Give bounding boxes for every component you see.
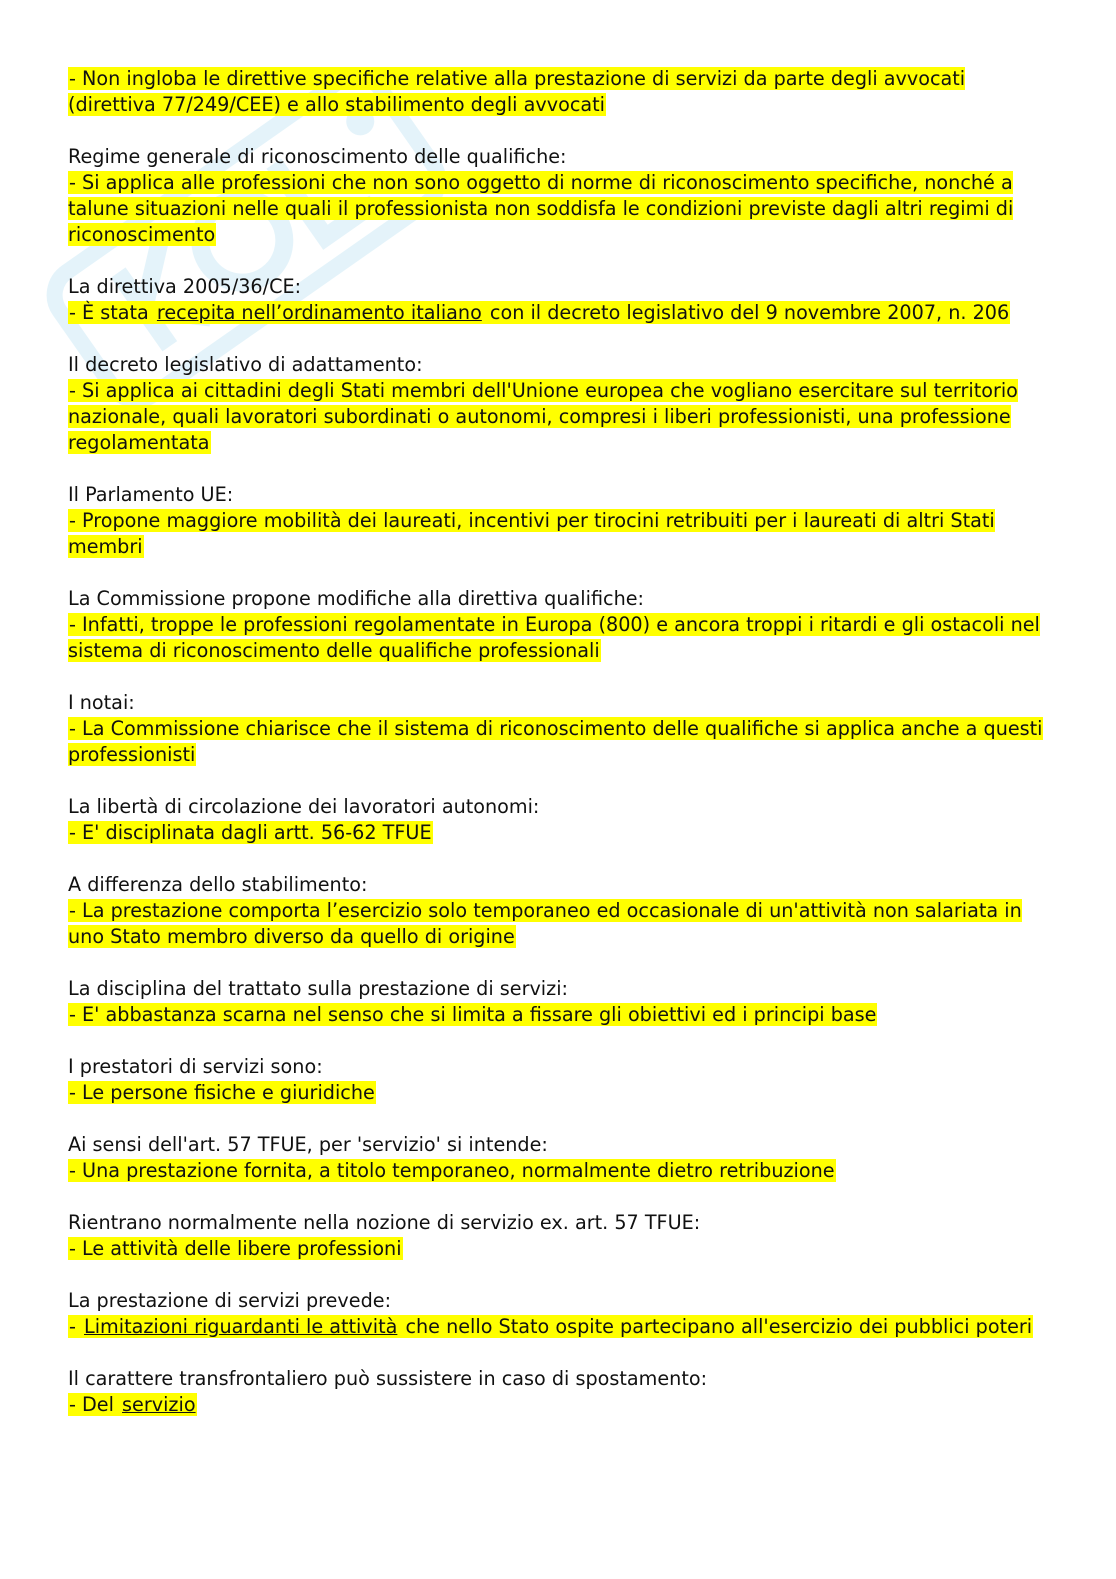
qa-block — [68, 274, 1058, 326]
qa-block — [68, 976, 1058, 1028]
question-text: Il carattere transfrontaliero può sussistere in caso di spostamento: — [68, 1367, 708, 1390]
highlighted-text: - Propone maggiore mobilità dei laureati, incentivi per tirocini retribuiti per i laureati di altri Stati membri — [68, 509, 995, 558]
question-text: La libertà di circolazione dei lavoratori autonomi: — [68, 795, 540, 818]
highlighted-text: - Le attività delle libere professioni — [69, 1237, 402, 1260]
question-text: La prestazione di servizi prevede: — [68, 1289, 392, 1312]
qa-block — [68, 794, 1058, 846]
highlighted-text: - Del — [69, 1393, 121, 1416]
answer-text — [68, 378, 1058, 456]
highlighted-text: - — [69, 1315, 83, 1338]
highlighted-text: - Non ingloba le direttive specifiche relative alla prestazione di servizi da parte degli avvocati (direttiva 77/249/CEE) e allo stabilimento degli avvocati — [68, 67, 966, 116]
question-text: I notai: — [68, 691, 135, 714]
answer-text — [68, 1158, 1058, 1184]
highlighted-text: - Le persone fisiche e giuridiche — [69, 1081, 375, 1104]
question-text: Ai sensi dell'art. 57 TFUE, per 'servizio' si intende: — [68, 1133, 548, 1156]
answer-text — [68, 1314, 1058, 1340]
answer-text — [68, 898, 1058, 950]
underlined-highlight: servizio — [122, 1393, 196, 1416]
qa-block — [68, 144, 1058, 248]
qa-block — [68, 1054, 1058, 1106]
answer-text — [68, 170, 1058, 248]
qa-block — [68, 1288, 1058, 1340]
highlighted-text: - E' disciplinata dagli artt. 56-62 TFUE — [69, 821, 432, 844]
question-text: La Commissione propone modifiche alla direttiva qualifiche: — [68, 587, 645, 610]
highlighted-text: - E' abbastanza scarna nel senso che si limita a fissare gli obiettivi ed i principi base — [69, 1003, 877, 1026]
question-text: La direttiva 2005/36/CE: — [68, 275, 302, 298]
question-text: Regime generale di riconoscimento delle qualifiche: — [68, 145, 567, 168]
question-text: I prestatori di servizi sono: — [68, 1055, 323, 1078]
document-body — [68, 66, 1058, 1444]
highlighted-text: - Una prestazione fornita, a titolo temporaneo, normalmente dietro retribuzione — [69, 1159, 835, 1182]
highlighted-text: - La prestazione comporta l’esercizio solo temporaneo ed occasionale di un'attività non salariata in uno Stato membro diverso da quello di origine — [68, 899, 1022, 948]
question-text: A differenza dello stabilimento: — [68, 873, 368, 896]
highlighted-text: - Infatti, troppe le professioni regolamentate in Europa (800) e ancora troppi i ritardi e gli ostacoli nel sistema di riconoscimento delle qualifiche professionali — [68, 613, 1040, 662]
qa-block — [68, 690, 1058, 768]
highlighted-text: - Si applica alle professioni che non sono oggetto di norme di riconoscimento specifiche, nonché a talune situazioni nelle quali il professionista non soddisfa le condizioni previste dagli altri regimi di riconoscimento — [68, 171, 1014, 246]
qa-block — [68, 872, 1058, 950]
answer-text — [68, 1236, 1058, 1262]
answer-text — [68, 1080, 1058, 1106]
answer-text — [68, 820, 1058, 846]
answer-text — [68, 716, 1058, 768]
underlined-highlight: Limitazioni riguardanti le attività — [84, 1315, 398, 1338]
highlighted-text: - Si applica ai cittadini degli Stati membri dell'Unione europea che vogliano esercitare sul territorio nazionale, quali lavoratori subordinati o autonomi, compresi i liberi professionisti, una professione regolamentata — [68, 379, 1018, 454]
underlined-highlight: recepita nell’ordinamento italiano — [156, 301, 482, 324]
qa-block — [68, 1210, 1058, 1262]
qa-block — [68, 66, 1058, 118]
answer-text — [68, 66, 1058, 118]
qa-block — [68, 1366, 1058, 1418]
answer-text — [68, 508, 1058, 560]
qa-block — [68, 586, 1058, 664]
question-text: Il Parlamento UE: — [68, 483, 234, 506]
qa-block — [68, 1132, 1058, 1184]
answer-text — [68, 300, 1058, 326]
answer-text — [68, 1002, 1058, 1028]
answer-text — [68, 612, 1058, 664]
answer-text — [68, 1392, 1058, 1418]
highlighted-text: con il decreto legislativo del 9 novembre 2007, n. 206 — [483, 301, 1010, 324]
question-text: Rientrano normalmente nella nozione di servizio ex. art. 57 TFUE: — [68, 1211, 701, 1234]
question-text: La disciplina del trattato sulla prestazione di servizi: — [68, 977, 569, 1000]
highlighted-text: che nello Stato ospite partecipano all'esercizio dei pubblici poteri — [399, 1315, 1033, 1338]
question-text: Il decreto legislativo di adattamento: — [68, 353, 423, 376]
highlighted-text: - La Commissione chiarisce che il sistema di riconoscimento delle qualifiche si applica anche a questi professionisti — [68, 717, 1043, 766]
qa-block — [68, 352, 1058, 456]
highlighted-text: - È stata — [69, 301, 155, 324]
qa-block — [68, 482, 1058, 560]
